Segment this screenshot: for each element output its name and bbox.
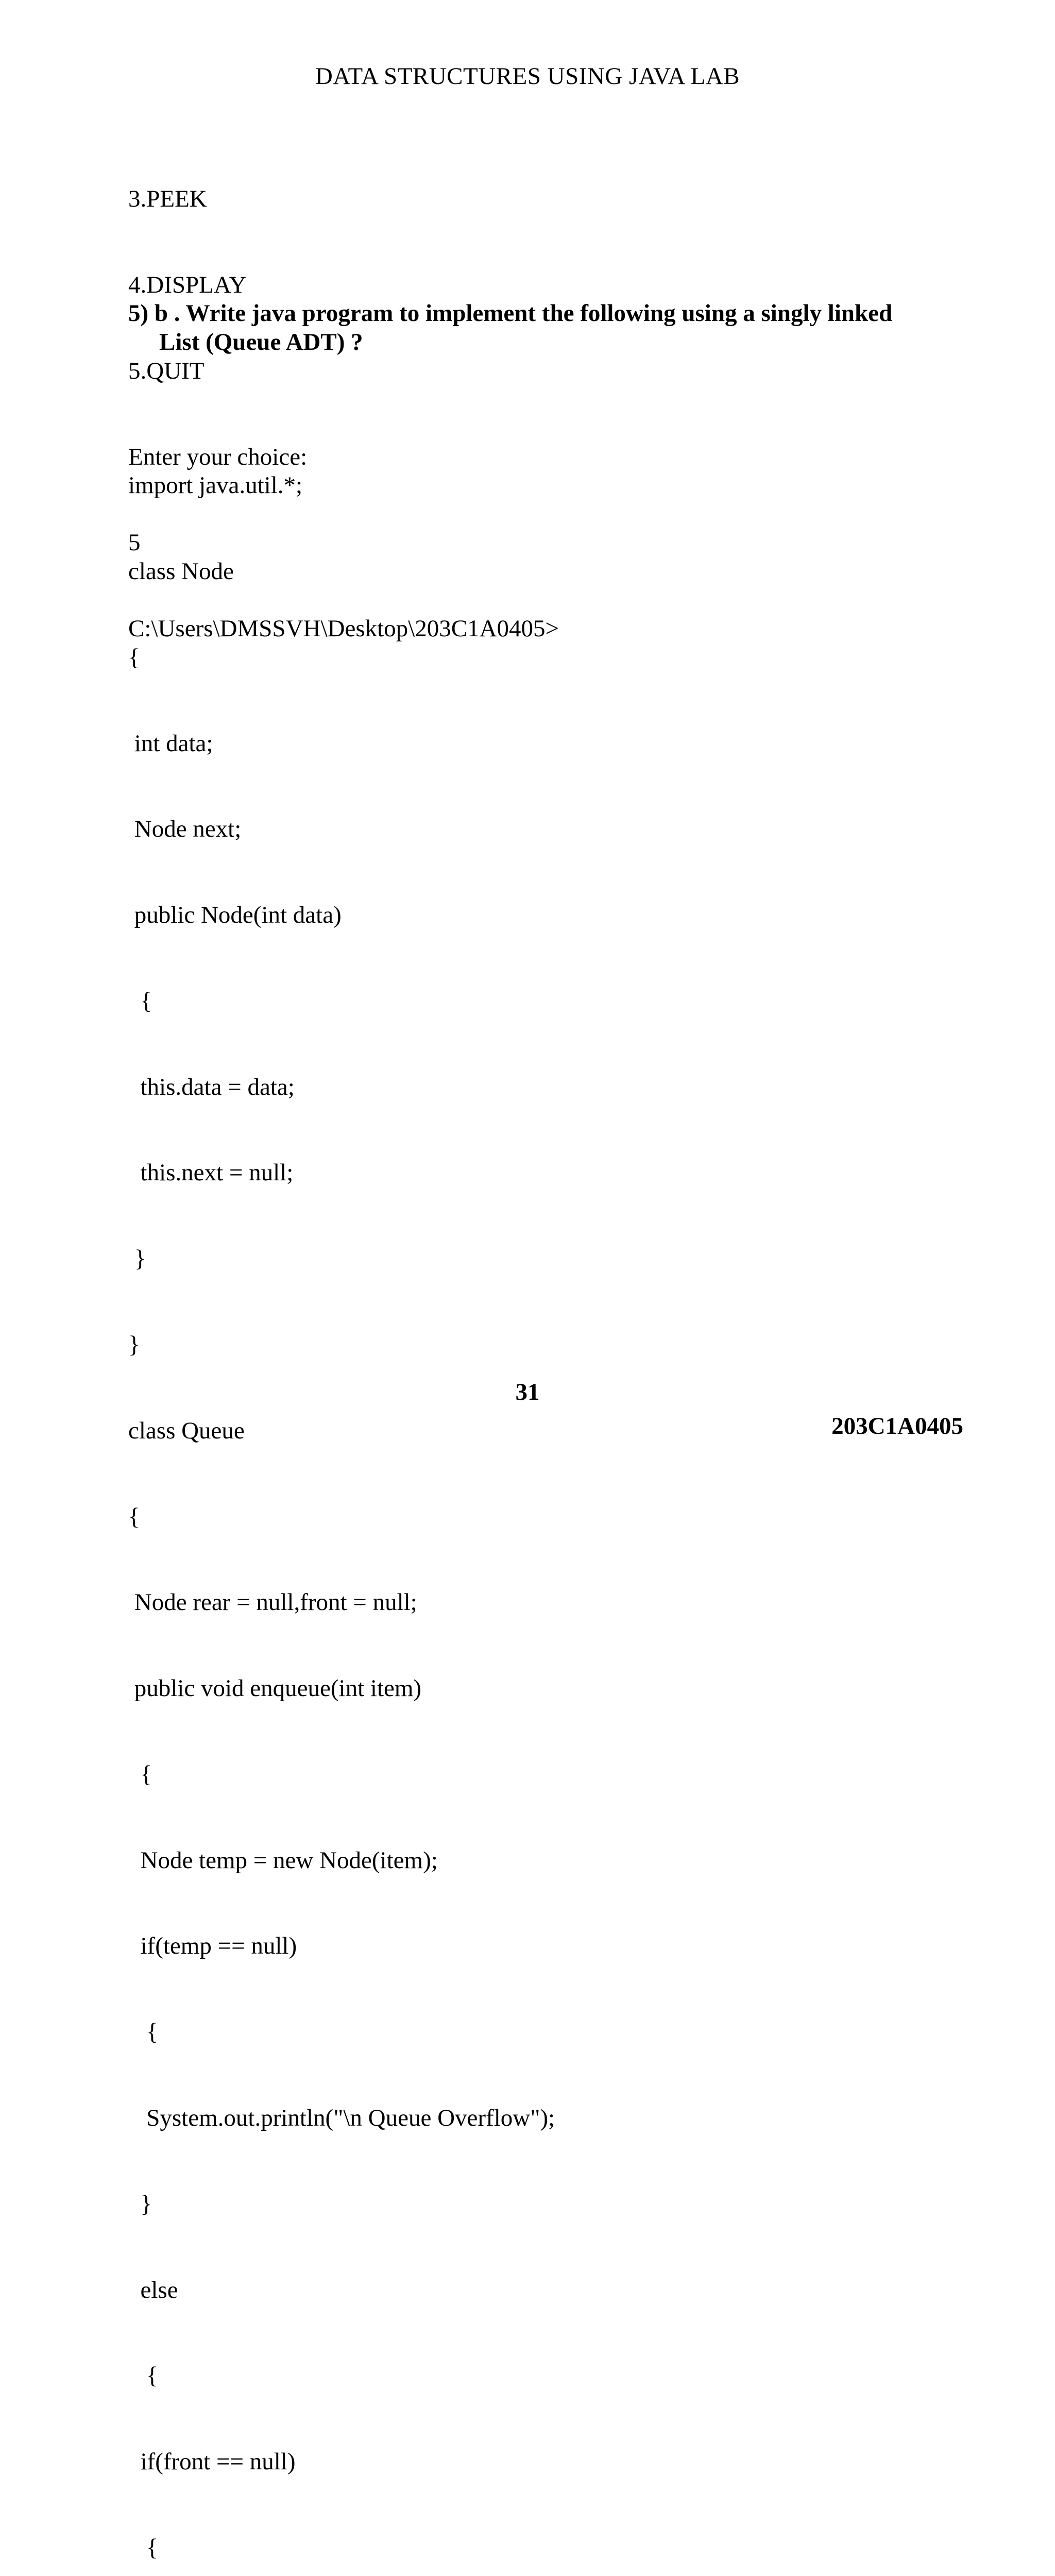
- question-heading: [128, 299, 892, 357]
- page-number: 31: [515, 1379, 540, 1405]
- question-line-1: 5) b . Write java program to implement the following using a singly linked: [128, 300, 893, 327]
- output-line: 3.PEEK: [128, 185, 207, 213]
- code-line: class Queue: [128, 1417, 245, 1444]
- code-line: {: [128, 643, 140, 671]
- question-line-2: List (Queue ADT) ?: [159, 328, 363, 355]
- code-line: {: [128, 2362, 158, 2389]
- code-line: if(front == null): [128, 2448, 296, 2476]
- code-line: }: [128, 1331, 140, 1358]
- code-line: class Node: [128, 557, 234, 585]
- code-line: }: [128, 1245, 146, 1273]
- roll-number: 203C1A0405: [831, 1413, 963, 1439]
- code-line: if(temp == null): [128, 1933, 297, 1960]
- code-line: public void enqueue(int item): [128, 1675, 422, 1702]
- code-line: Node temp = new Node(item);: [128, 1846, 438, 1874]
- code-line: {: [128, 2534, 158, 2561]
- output-line: 5: [128, 529, 141, 556]
- code-line: else: [128, 2276, 178, 2303]
- code-line: this.next = null;: [128, 1159, 294, 1187]
- output-line: 4.DISPLAY: [128, 271, 247, 298]
- output-line: Enter your choice:: [128, 443, 308, 470]
- code-listing: [128, 414, 555, 2576]
- code-line: Node rear = null,front = null;: [128, 1589, 417, 1616]
- code-line: }: [128, 2190, 152, 2217]
- code-line: Node next;: [128, 816, 242, 843]
- code-line: {: [128, 1760, 152, 1788]
- code-line: this.data = data;: [128, 1073, 295, 1100]
- code-line: {: [128, 987, 152, 1014]
- output-line: 5.QUIT: [128, 357, 205, 384]
- code-line: {: [128, 1503, 140, 1530]
- code-line: {: [128, 2019, 158, 2046]
- page-header: DATA STRUCTURES USING JAVA LAB: [315, 63, 740, 90]
- code-line: import java.util.*;: [128, 472, 303, 499]
- code-line: public Node(int data): [128, 902, 342, 929]
- output-line: C:\Users\DMSSVH\Desktop\203C1A0405>: [128, 615, 559, 642]
- code-line: int data;: [128, 730, 213, 757]
- code-line: System.out.println("\n Queue Overflow");: [128, 2105, 555, 2132]
